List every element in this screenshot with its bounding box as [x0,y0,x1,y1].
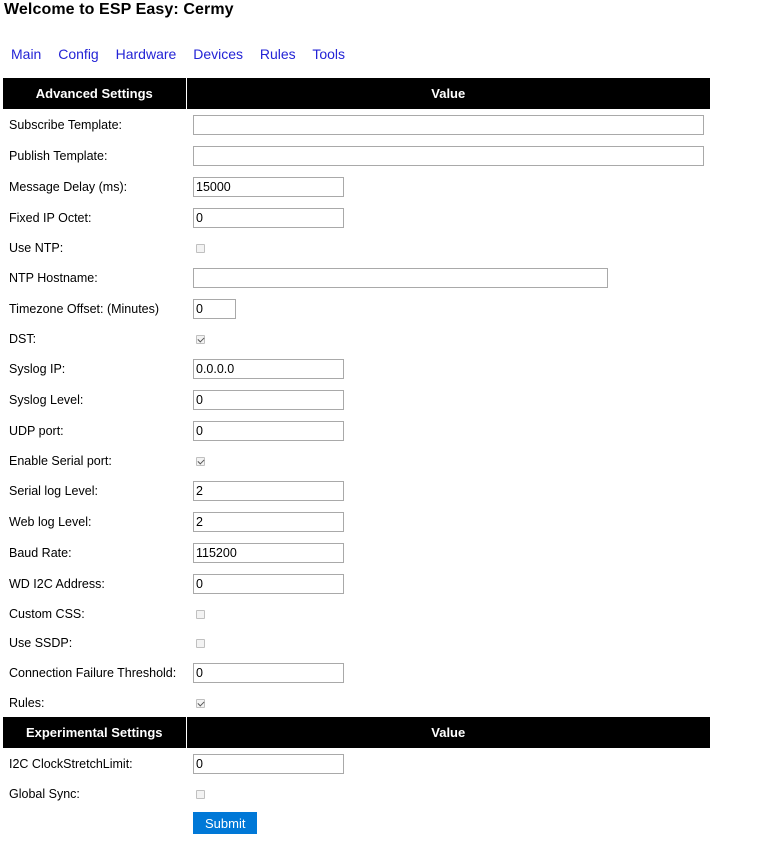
wd-i2c-address-input[interactable] [193,574,344,594]
subscribe-template-row [3,109,710,140]
message-delay-row [3,171,710,202]
udp-port-row [3,415,710,446]
syslog-ip-row [3,353,710,384]
settings-table [3,78,710,834]
global-sync-row [3,779,710,808]
connection-failure-threshold-label: Connection Failure Threshold: [9,665,177,680]
udp-port-label: UDP port: [9,423,64,438]
ntp-hostname-label: NTP Hostname: [9,270,98,285]
dst-checkbox[interactable] [196,335,205,344]
use-ssdp-checkbox[interactable] [196,639,205,648]
nav-config[interactable]: Config [58,46,99,62]
serial-log-level-row [3,475,710,506]
value-header: Value [186,78,710,109]
use-ntp-row [3,233,710,262]
syslog-ip-input[interactable] [193,359,344,379]
use-ssdp-row [3,628,710,657]
nav-hardware[interactable]: Hardware [115,46,177,62]
enable-serial-port-checkbox[interactable] [196,457,205,466]
serial-log-level-input[interactable] [193,481,344,501]
rules-label: Rules: [9,695,45,710]
baud-rate-label: Baud Rate: [9,545,72,560]
baud-rate-input[interactable] [193,543,344,563]
page-title: Welcome to ESP Easy: Cermy [4,1,234,18]
nav-rules[interactable]: Rules [259,46,296,62]
subscribe-template-label: Subscribe Template: [9,117,123,132]
udp-port-input[interactable] [193,421,344,441]
subscribe-template-input[interactable] [193,115,704,135]
syslog-level-row [3,384,710,415]
web-log-level-input[interactable] [193,512,344,532]
publish-template-input[interactable] [193,146,704,166]
timezone-offset-row [3,293,710,324]
dst-row [3,324,710,353]
enable-serial-port-row [3,446,710,475]
connection-failure-threshold-row [3,657,710,688]
timezone-offset-label: Timezone Offset: (Minutes) [9,301,160,316]
publish-template-row [3,140,710,171]
syslog-level-input[interactable] [193,390,344,410]
ntp-hostname-row [3,262,710,293]
syslog-level-label: Syslog Level: [9,392,84,407]
syslog-ip-label: Syslog IP: [9,361,66,376]
global-sync-label: Global Sync: [9,786,80,801]
advanced-settings-header: Advanced Settings [3,78,186,109]
main-nav [11,46,358,62]
submit-button[interactable]: Submit [193,812,257,834]
use-ntp-checkbox[interactable] [196,244,205,253]
fixed-ip-octet-input[interactable] [193,208,344,228]
rules-checkbox[interactable] [196,699,205,708]
nav-tools[interactable]: Tools [312,46,346,62]
i2c-clockstretchlimit-label: I2C ClockStretchLimit: [9,756,133,771]
web-log-level-label: Web log Level: [9,514,92,529]
dst-label: DST: [9,331,37,346]
baud-rate-row [3,537,710,568]
nav-main[interactable]: Main [11,46,42,62]
fixed-ip-octet-label: Fixed IP Octet: [9,210,92,225]
custom-css-label: Custom CSS: [9,606,85,621]
use-ssdp-label: Use SSDP: [9,635,73,650]
message-delay-input[interactable] [193,177,344,197]
wd-i2c-address-label: WD I2C Address: [9,576,105,591]
nav-devices[interactable]: Devices [193,46,243,62]
timezone-offset-input[interactable] [193,299,236,319]
custom-css-checkbox[interactable] [196,610,205,619]
advanced-header-row [3,78,710,109]
ntp-hostname-input[interactable] [193,268,608,288]
i2c-clockstretchlimit-input[interactable] [193,754,344,774]
web-log-level-row [3,506,710,537]
use-ntp-label: Use NTP: [9,240,64,255]
connection-failure-threshold-input[interactable] [193,663,344,683]
submit-row [3,808,710,834]
enable-serial-port-label: Enable Serial port: [9,453,112,468]
value-header: Value [186,717,710,748]
wd-i2c-address-row [3,568,710,599]
message-delay-label: Message Delay (ms): [9,179,128,194]
experimental-settings-header: Experimental Settings [3,717,186,748]
i2c-clockstretchlimit-row [3,748,710,779]
serial-log-level-label: Serial log Level: [9,483,98,498]
global-sync-checkbox[interactable] [196,790,205,799]
custom-css-row [3,599,710,628]
fixed-ip-octet-row [3,202,710,233]
publish-template-label: Publish Template: [9,148,108,163]
experimental-header-row [3,717,710,748]
rules-row [3,688,710,717]
